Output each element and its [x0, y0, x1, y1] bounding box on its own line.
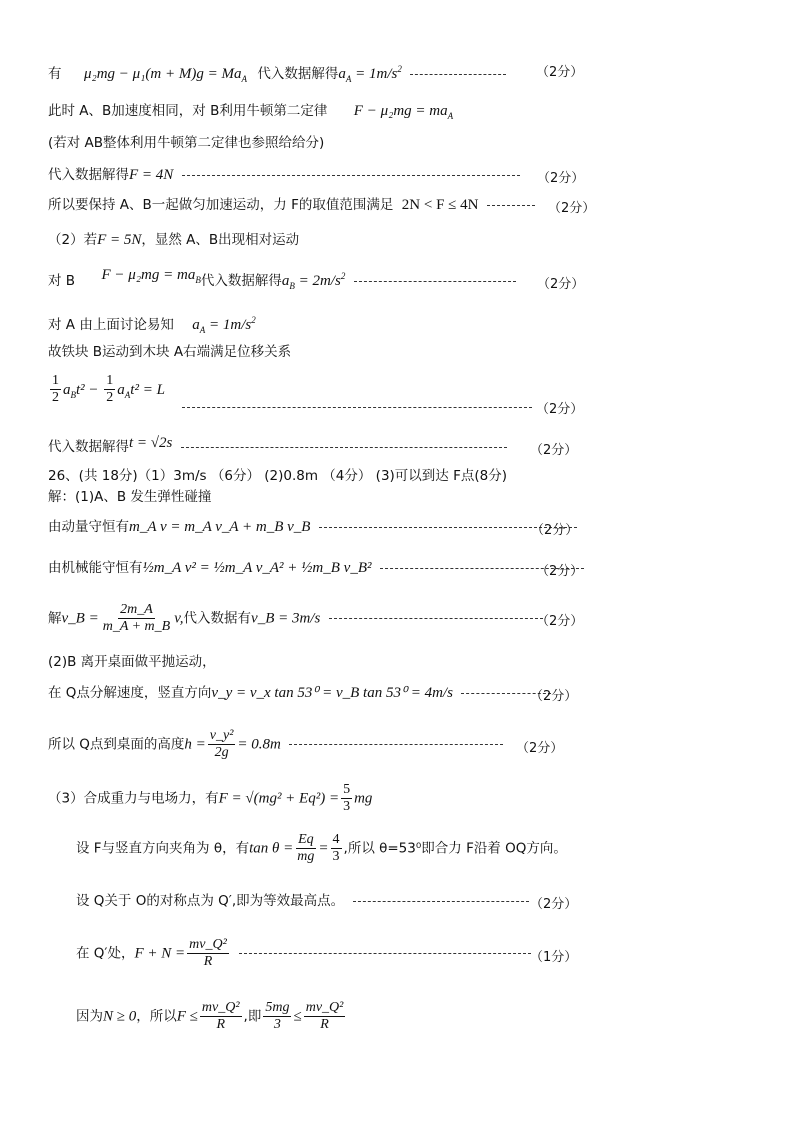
equation-line-21	[76, 832, 567, 865]
text: 由机械能守恒有	[48, 560, 143, 576]
equation: 2N < F ≤ 4N	[401, 197, 479, 213]
equation: t = √2s	[129, 435, 173, 451]
leader-dashes	[329, 618, 543, 619]
score: （2分）	[530, 689, 578, 704]
equation: m_A v = m_A v_A + m_B v_B	[129, 519, 311, 535]
fraction: $\frac{Eq}{mg}$	[297, 832, 315, 864]
equation-line-8	[48, 311, 256, 339]
equation-line-4	[48, 166, 524, 184]
leader-dashes	[487, 205, 535, 206]
leader-line	[178, 398, 536, 416]
equation: h =	[184, 736, 206, 753]
text: ,即	[243, 1008, 262, 1025]
text-line: (2)B 离开桌面做平抛运动，	[48, 654, 216, 670]
text: 因为	[76, 1008, 103, 1025]
result: $a_A = 1m/s^2$	[338, 64, 402, 84]
equation-line-10	[48, 373, 165, 406]
text: 由动量守恒有	[48, 519, 129, 535]
equation: tan θ =	[249, 840, 294, 857]
equation: v_B =	[61, 610, 99, 627]
fraction: $\frac{\text{mv\_Q²}}{R}$	[189, 937, 227, 969]
text: 设 F与竖直方向夹角为 θ，有	[76, 840, 250, 857]
equation: F = 4N	[129, 167, 174, 183]
score: （2分）	[516, 741, 564, 756]
equation: ½m_A v² = ½m_A v_A² + ½m_B v_B²	[142, 560, 372, 576]
fraction: $\frac{\text{mv\_Q²}}{R}$	[201, 1000, 240, 1032]
text: 对 B	[48, 273, 76, 289]
text: 代入数据解得	[48, 439, 129, 455]
fraction: $\frac{5mg}{3}$	[265, 1000, 290, 1032]
fraction: $\frac{2m\_A}{m\_A + m\_B}$	[102, 602, 171, 634]
text: 代入数据有	[183, 610, 252, 627]
term: $a_At^2 = L$	[117, 381, 165, 400]
equation-line-7	[48, 267, 520, 295]
result: $a_B = 2m/s^2$	[281, 271, 346, 291]
leader-dashes	[353, 901, 529, 902]
equation-line-24	[76, 1000, 347, 1033]
equation-line-11	[48, 435, 511, 456]
text-line: 故铁块 B运动到木块 A右端满足位移关系	[48, 344, 292, 360]
score: （2分）	[537, 171, 585, 186]
equation-line-16	[48, 602, 547, 635]
text: 代入数据解得	[48, 167, 129, 183]
equation: v,	[174, 610, 184, 627]
fraction: $\frac{5}{3}$	[343, 782, 351, 814]
score: （1分）	[530, 950, 578, 965]
score: （2分）	[536, 65, 584, 80]
equation: v_y = v_x tan 53⁰ = v_B tan 53⁰ = 4m/s	[211, 685, 453, 701]
equation-line-6	[48, 231, 299, 249]
score: （2分）	[537, 277, 585, 292]
equation-line-18	[48, 684, 555, 702]
equation: F = 5N	[97, 232, 142, 248]
text: 解	[48, 610, 62, 627]
text: 所以要保持 A、B一起做匀加速运动，力 F的取值范围满足	[48, 197, 394, 213]
score: （2分）	[536, 564, 584, 579]
note: 代入数据解得	[257, 66, 339, 82]
equation: $a_A = 1m/s^2$	[192, 315, 256, 335]
fraction: $\frac{\text{v\_y²}}{2g}$	[209, 728, 234, 760]
score: （2分）	[548, 201, 596, 216]
equation-line-19	[48, 728, 507, 761]
result: = 0.8m	[237, 736, 281, 753]
fraction: $\frac{1}{2}$	[52, 373, 59, 405]
equation-line-5	[48, 196, 539, 214]
score: （2分）	[530, 897, 578, 912]
text: 在 Q′处，	[76, 945, 135, 962]
equation: N ≥ 0	[103, 1008, 137, 1025]
leader-dashes	[239, 953, 531, 954]
text: 对 A 由上面讨论易知	[48, 317, 174, 333]
equation: ≤	[293, 1008, 302, 1025]
text: 在 Q点分解速度，竖直方向	[48, 685, 212, 701]
equation: $F - \mu_2mg = ma_B$	[101, 267, 201, 285]
leader-dashes	[289, 744, 503, 745]
note: 代入数据解得	[200, 273, 282, 289]
text: （2）若	[48, 232, 98, 248]
equation: =	[318, 840, 329, 857]
score: （2分）	[536, 614, 584, 629]
equation-line-14	[48, 518, 581, 536]
line-prefix: 有	[48, 66, 62, 82]
note-line: (若对 AB整体利用牛顿第二定律也参照给给分)	[48, 135, 325, 151]
fraction: $\frac{4}{3}$	[332, 832, 340, 864]
equation: $F - \mu_2mg = ma_A$	[353, 103, 454, 121]
equation-line-22	[76, 892, 533, 910]
text: ，显然 A、B出现相对运动	[141, 232, 300, 248]
fraction: $\frac{1}{2}$	[106, 373, 114, 405]
leader-dashes	[181, 447, 507, 448]
term: $a_Bt^2$ −	[63, 381, 103, 400]
equation: F ≤	[176, 1008, 198, 1025]
equation-line-20	[48, 782, 372, 815]
equation-line-23	[76, 937, 535, 970]
text-line: 解：(1)A、B 发生弹性碰撞	[48, 489, 212, 505]
text: （3）合成重力与电场力，有	[48, 790, 219, 807]
equation: mg	[354, 790, 373, 807]
summary-line: 26、(共 18分)（1）3m/s （6分） (2)0.8m （4分） (3)可以到达 F点(8分)	[48, 468, 507, 484]
leader-dashes	[410, 74, 506, 75]
score: （2分）	[531, 523, 579, 538]
text: 所以 Q点到桌面的高度	[48, 736, 185, 753]
score: （2分）	[536, 402, 584, 417]
text: 此时 A、B加速度相同，对 B利用牛顿第二定律	[48, 103, 328, 119]
equation-line-15	[48, 559, 588, 577]
text: ，所以	[136, 1008, 177, 1025]
equation-line-2	[48, 102, 453, 125]
leader-dashes	[182, 407, 532, 408]
fraction: $\frac{\text{mv\_Q²}}{R}$	[305, 1000, 344, 1032]
leader-dashes	[182, 175, 520, 176]
equation: $\mu_2mg - \mu_1(m + M)g = Ma_A$	[83, 66, 247, 84]
text: ,所以 θ=53⁰即合力 F沿着 OQ方向。	[343, 840, 567, 857]
text: 设 Q关于 O的对称点为 Q′,即为等效最高点。	[76, 893, 345, 909]
equation-line-1	[48, 60, 510, 88]
score: （2分）	[530, 443, 578, 458]
equation: F + N =	[134, 945, 186, 962]
result: v_B = 3m/s	[251, 610, 321, 627]
leader-dashes	[354, 281, 516, 282]
equation: F = √(mg² + Eq²) =	[218, 790, 340, 807]
